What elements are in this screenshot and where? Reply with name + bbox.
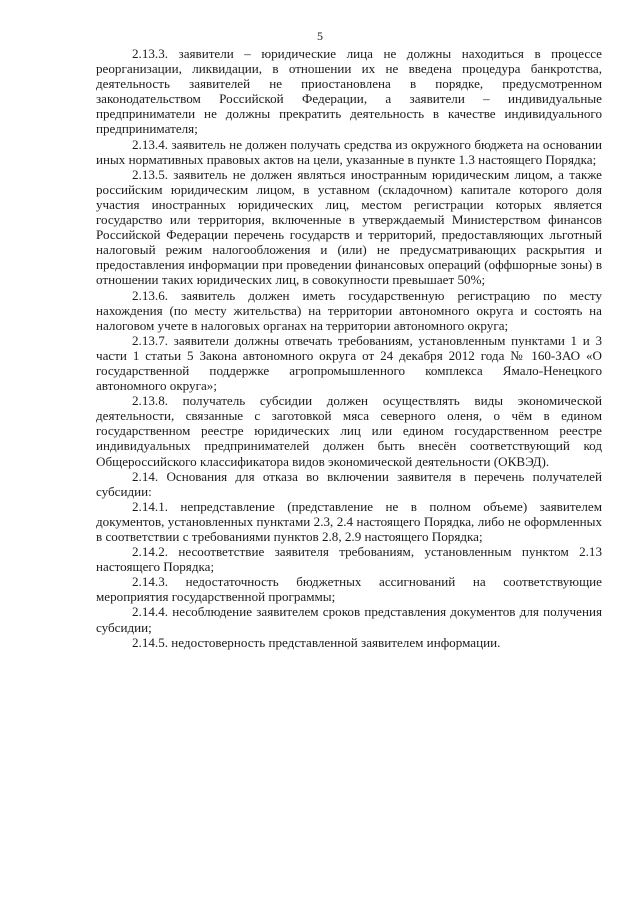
paragraph-2-13-5: 2.13.5. заявитель не должен являться иностранным юридическим лицом, а также российским юридическим лицом, в уставном (складочном) капитале которого доля участия иностранных юридических лиц, местом регистрации которых является государство или территория, включенные в утверждаемый Министерством финансов Российской Федерации перечень государств и территорий, предоставляющих льготный налоговый режим налогообложения и (или) не предусматривающих раскрытия и предоставления информации при проведении финансовых операций (оффшорные зоны) в отношении таких юридических лиц, в совокупности превышает 50%; [96, 166, 602, 288]
paragraph-2-14-4: 2.14.4. несоблюдение заявителем сроков представления документов для получения субсидии; [96, 604, 602, 635]
paragraph-2-13-7: 2.13.7. заявители должны отвечать требованиям, установленным пунктами 1 и 3 части 1 статьи 5 Закона автономного округа от 24 декабря 2012 года № 160-ЗАО «О государственной поддержке агропромышленного комплекса Ямало-Ненецкого автономного округа»; [96, 332, 602, 394]
document-body [96, 46, 602, 650]
paragraph-2-14-5: 2.14.5. недостоверность представленной заявителем информации. [132, 634, 501, 650]
paragraph-2-13-6: 2.13.6. заявитель должен иметь государственную регистрацию по месту нахождения (по месту жительства) на территории автономного округа и состоять на налоговом учете в налоговых органах на территории автономного округа; [96, 287, 602, 333]
paragraph-2-13-3: 2.13.3. заявители – юридические лица не должны находиться в процессе реорганизации, ликвидации, в отношении их не введена процедура банкротства, деятельность заявителей не приостановлена в порядке, предусмотренном законодательством Российской Федерации, а заявители – индивидуальные предприниматели не должны прекратить деятельность в качестве индивидуального предпринимателя; [96, 46, 602, 137]
paragraph-2-14: 2.14. Основания для отказа во включении заявителя в перечень получателей субсидии: [96, 468, 602, 499]
paragraph-2-14-3: 2.14.3. недостаточность бюджетных ассигнований на соответствующие мероприятия государственной программы; [96, 574, 602, 605]
paragraph-2-13-4: 2.13.4. заявитель не должен получать средства из окружного бюджета на основании иных нормативных правовых актов на цели, указанные в пункте 1.3 настоящего Порядка; [96, 136, 602, 167]
paragraph-2-13-8: 2.13.8. получатель субсидии должен осуществлять виды экономической деятельности, связанные с заготовкой мяса северного оленя, о чём в едином государственном реестре юридических лиц или едином государственном реестре индивидуальных предпринимателей должен быть внесён соответствующий код Общероссийского классификатора видов экономической деятельности (ОКВЭД). [96, 393, 602, 469]
paragraph-2-14-1: 2.14.1. непредставление (представление не в полном объеме) заявителем документов, установленных пунктами 2.3, 2.4 настоящего Порядка, либо не оформленных в соответствии с требованиями пунктов 2.8, 2.9 настоящего Порядка; [96, 498, 602, 544]
paragraph-2-14-2: 2.14.2. несоответствие заявителя требованиям, установленным пунктом 2.13 настоящего Порядка; [96, 544, 602, 575]
page-number: 5 [317, 29, 323, 43]
